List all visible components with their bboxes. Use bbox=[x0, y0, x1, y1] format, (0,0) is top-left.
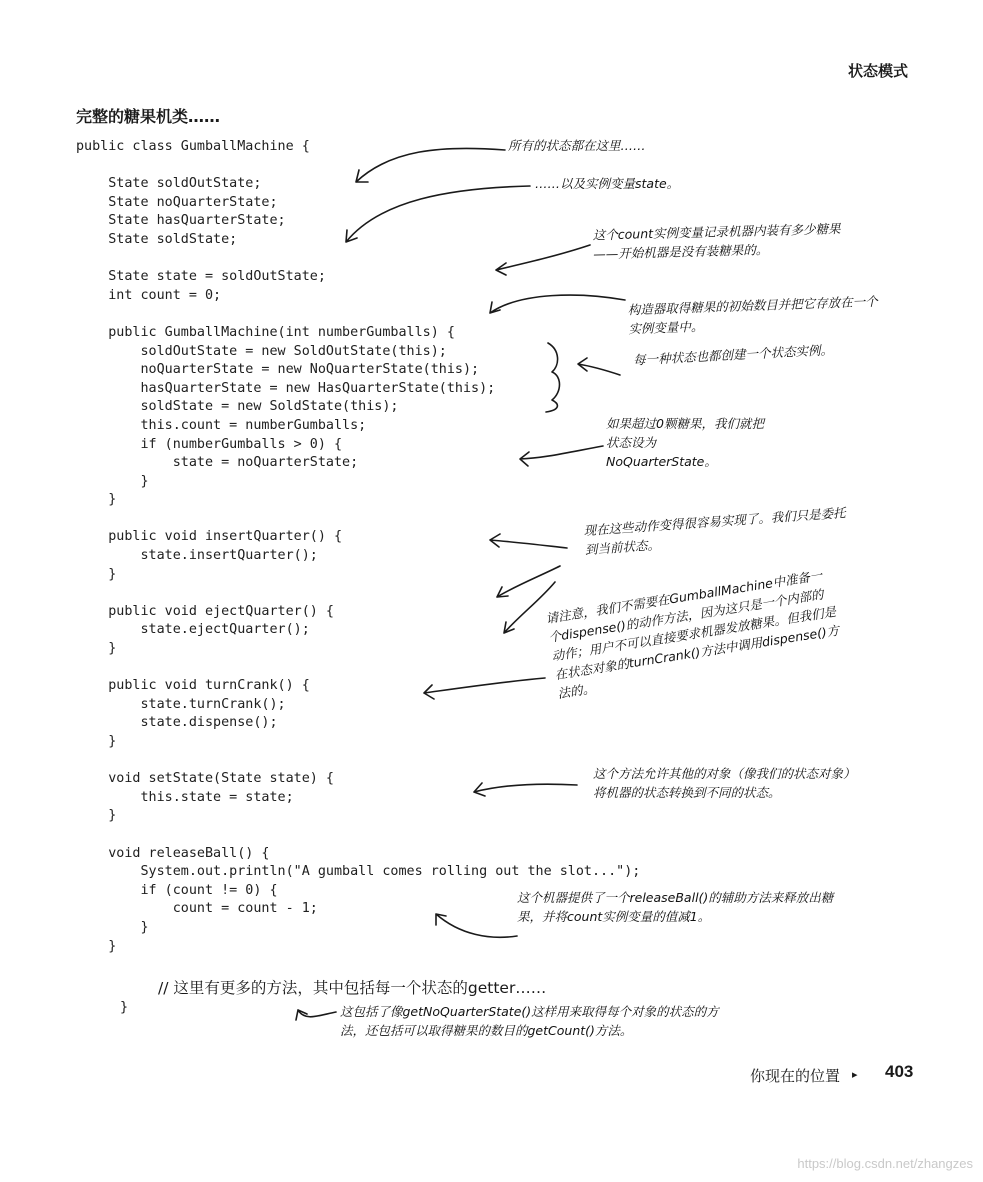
code-line: this.state = state; bbox=[76, 789, 294, 805]
code-line: soldState = new SoldState(this); bbox=[76, 399, 399, 415]
arrow-delegate-2 bbox=[497, 566, 560, 597]
code-line: State noQuarterState; bbox=[76, 194, 278, 210]
code-line: hasQuarterState = new HasQuarterState(this); bbox=[76, 380, 496, 396]
code-line: State state = soldOutState; bbox=[76, 269, 326, 285]
code-line: public class GumballMachine { bbox=[76, 139, 310, 154]
section-title: 完整的糖果机类…… bbox=[76, 107, 221, 126]
arrow-delegate-1 bbox=[490, 534, 567, 548]
code-line: } bbox=[76, 919, 149, 935]
arrow-constructor bbox=[490, 295, 625, 313]
note-getters: 这包括了像getNoQuarterState()这样用来取得每个对象的状态的方法，还包括可以取得糖果的数目的getCount()方法。 bbox=[340, 1004, 719, 1038]
code-line: } bbox=[76, 492, 117, 508]
more-methods-comment: // 这里有更多的方法，其中包括每一个状态的getter…… bbox=[158, 979, 547, 997]
chapter-header: 状态模式 bbox=[847, 62, 908, 80]
arrow-turn-crank bbox=[424, 678, 545, 699]
code-line: state.ejectQuarter(); bbox=[76, 622, 310, 638]
code-line: state.turnCrank(); bbox=[76, 696, 286, 712]
brace-states bbox=[546, 343, 560, 412]
code-line: System.out.println("A gumball comes rolling out the slot..."); bbox=[76, 864, 641, 880]
code-line: } bbox=[76, 641, 117, 657]
code-line: soldOutState = new SoldOutState(this); bbox=[76, 343, 447, 359]
code-line: state.insertQuarter(); bbox=[76, 548, 318, 564]
code-line: public GumballMachine(int numberGumballs) { bbox=[76, 324, 455, 340]
code-line: State soldOutState; bbox=[76, 176, 262, 192]
footer-arrow-icon: ▸ bbox=[852, 1068, 858, 1081]
page-number: 403 bbox=[885, 1062, 914, 1081]
code-line: int count = 0; bbox=[76, 287, 222, 303]
note-all-states: 所有的状态都在这里…… bbox=[508, 138, 646, 153]
watermark: https://blog.csdn.net/zhangzes bbox=[797, 1156, 973, 1171]
code-line: } bbox=[76, 734, 117, 749]
class-closing-brace: } bbox=[120, 1000, 129, 1015]
footer-location: 你现在的位置 bbox=[750, 1067, 841, 1085]
note-more-than-zero: 如果超过0颗糖果，我们就把状态设为NoQuarterState。 bbox=[606, 416, 764, 469]
code-line: count = count - 1; bbox=[76, 901, 318, 917]
note-delegate: 现在这些动作变得很容易实现了。我们只是委托到当前状态。 bbox=[583, 504, 847, 558]
note-create-states: 每一种状态也都创建一个状态实例。 bbox=[632, 342, 834, 368]
code-line: } bbox=[76, 473, 149, 489]
arrow-more-than-zero bbox=[520, 446, 603, 466]
code-line: if (numberGumballs > 0) { bbox=[76, 436, 343, 452]
code-line: void releaseBall() { bbox=[76, 845, 270, 861]
code-line: public void ejectQuarter() { bbox=[76, 603, 334, 619]
arrow-set-state bbox=[474, 783, 577, 796]
code-line: this.count = numberGumballs; bbox=[76, 417, 367, 433]
code-line: void setState(State state) { bbox=[76, 771, 334, 787]
code-line: if (count != 0) { bbox=[76, 882, 278, 898]
code-line: state.dispense(); bbox=[76, 715, 278, 731]
note-constructor: 构造器取得糖果的初始数目并把它存放在一个实例变量中。 bbox=[627, 293, 878, 337]
arrow-create-states bbox=[578, 358, 620, 375]
note-dispense: 请注意，我们不需要在GumballMachine中准备一个dispense()的动作方法，因为这只是一个内部的动作；用户不可以直接要求机器发放糖果。但我们是在状态对象的turnCrank()方法中调用dispense()方法的。 bbox=[544, 567, 841, 702]
code-line: } bbox=[76, 938, 117, 954]
note-set-state: 这个方法允许其他的对象（像我们的状态对象）将机器的状态转换到不同的状态。 bbox=[593, 766, 856, 800]
code-line: State hasQuarterState; bbox=[76, 213, 286, 229]
arrow-count-var bbox=[496, 245, 590, 275]
note-state-var: ……以及实例变量state。 bbox=[535, 176, 680, 191]
arrow-state-var bbox=[346, 186, 530, 242]
code-line: state = noQuarterState; bbox=[76, 455, 359, 471]
arrow-getters bbox=[296, 1010, 336, 1020]
note-count-var: 这个count实例变量记录机器内装有多少糖果——开始机器是没有装糖果的。 bbox=[592, 221, 841, 262]
code-line: public void insertQuarter() { bbox=[76, 529, 343, 545]
code-line: noQuarterState = new NoQuarterState(this); bbox=[76, 362, 480, 378]
code-line: State soldState; bbox=[76, 231, 238, 247]
code-line: } bbox=[76, 566, 117, 582]
code-line: } bbox=[76, 808, 117, 824]
note-release-ball: 这个机器提供了一个releaseBall()的辅助方法来释放出糖果，并将count实例变量的值减1。 bbox=[517, 890, 834, 924]
arrow-release-ball bbox=[436, 914, 517, 937]
code-line: public void turnCrank() { bbox=[76, 678, 310, 694]
arrow-all-states bbox=[356, 148, 505, 182]
